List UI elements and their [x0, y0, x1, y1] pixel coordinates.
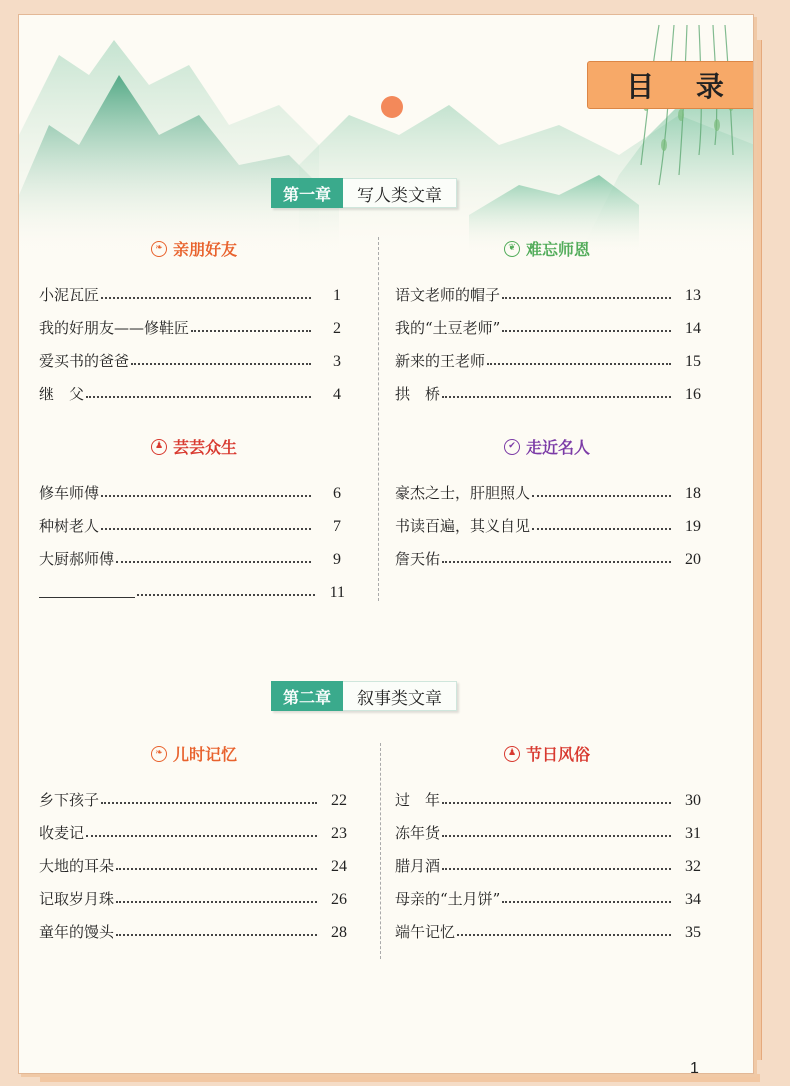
- section-title: ❧ 亲朋好友: [151, 237, 237, 260]
- landscape-illustration: [19, 15, 754, 255]
- section-title: ♟ 节日风俗: [504, 742, 590, 765]
- toc-entry[interactable]: 乡下孩子 22: [39, 791, 347, 809]
- leaf-icon: ✔: [504, 439, 520, 455]
- toc-entry[interactable]: 我的好朋友——修鞋匠 2: [39, 319, 341, 337]
- figure-icon: ♟: [504, 746, 520, 762]
- leaf-icon: ❧: [151, 241, 167, 257]
- toc-entry[interactable]: 母亲的“土月饼” 34: [395, 890, 701, 908]
- leaf-icon: ❧: [151, 746, 167, 762]
- toc-entry[interactable]: 种树老人 7: [39, 517, 341, 535]
- toc-entry[interactable]: 大厨郝师傅 9: [39, 550, 341, 568]
- toc-entry[interactable]: 詹天佑 20: [395, 550, 701, 568]
- toc-entry[interactable]: 修车师傅 6: [39, 484, 341, 502]
- toc-entry[interactable]: 记取岁月珠 26: [39, 890, 347, 908]
- toc-entry[interactable]: 爱买书的爸爸 3: [39, 352, 341, 370]
- chapter-banner-1: [271, 178, 457, 208]
- figure-icon: ♟: [151, 439, 167, 455]
- page-stack-edge-right: [754, 40, 762, 1060]
- toc-entry[interactable]: 端午记忆 35: [395, 923, 701, 941]
- toc-entry[interactable]: 童年的馒头 28: [39, 923, 347, 941]
- toc-entry[interactable]: 继 父 4: [39, 385, 341, 403]
- column-divider: [378, 237, 379, 601]
- toc-entry[interactable]: 拱 桥 16: [395, 385, 701, 403]
- chapter-name: 叙事类文章: [343, 681, 457, 711]
- toc-entry-blank[interactable]: 11: [39, 578, 345, 602]
- toc-entry[interactable]: 大地的耳朵 24: [39, 857, 347, 875]
- section-title: ❧ 儿时记忆: [151, 742, 237, 765]
- toc-entry[interactable]: 过 年 30: [395, 791, 701, 809]
- chapter-number: 第一章: [271, 178, 343, 208]
- toc-entry[interactable]: 豪杰之士，肝胆照人 18: [395, 484, 701, 502]
- blank-title-line: [39, 597, 135, 598]
- page-number: 1: [690, 1060, 699, 1077]
- toc-entry[interactable]: 语文老师的帽子 13: [395, 286, 701, 304]
- chapter-name: 写人类文章: [343, 178, 457, 208]
- toc-entry[interactable]: 冻年货 31: [395, 824, 701, 842]
- toc-entry[interactable]: 书读百遍，其义自见 19: [395, 517, 701, 535]
- section-title: ❦ 难忘师恩: [504, 237, 590, 260]
- column-divider: [380, 743, 381, 959]
- section-title: ✔ 走近名人: [504, 435, 590, 458]
- toc-entry[interactable]: 腊月酒 32: [395, 857, 701, 875]
- page-stack-edge-bottom: [40, 1074, 760, 1082]
- toc-title: 目 录: [587, 61, 754, 109]
- chapter-number: 第二章: [271, 681, 343, 711]
- leaf-icon: ❦: [504, 241, 520, 257]
- section-title: ♟ 芸芸众生: [151, 435, 237, 458]
- toc-entry[interactable]: 我的“土豆老师” 14: [395, 319, 701, 337]
- chapter-banner-2: [271, 681, 457, 711]
- toc-entry[interactable]: 收麦记 23: [39, 824, 347, 842]
- toc-entry[interactable]: 新来的王老师 15: [395, 352, 701, 370]
- toc-page: [18, 14, 754, 1074]
- toc-entry[interactable]: 小泥瓦匠 1: [39, 286, 341, 304]
